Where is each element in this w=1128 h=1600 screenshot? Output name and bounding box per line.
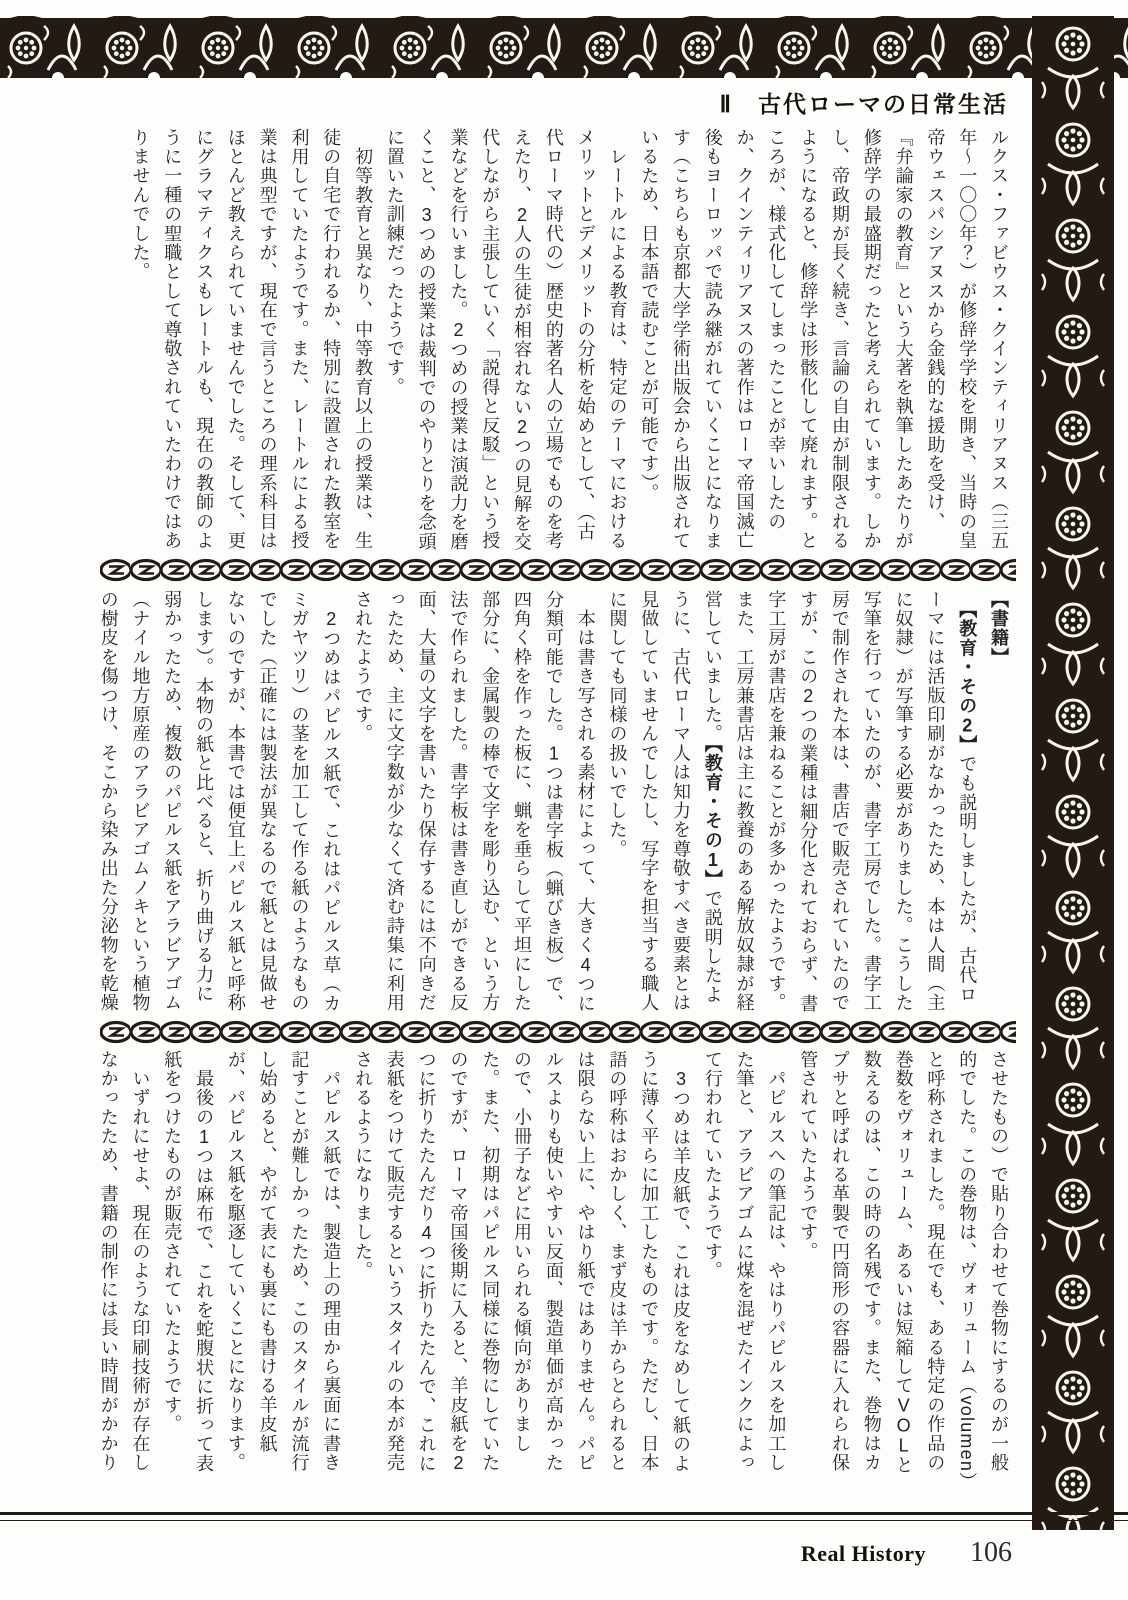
chapter-title: Ⅱ 古代ローマの日常生活 xyxy=(719,92,1008,117)
paragraph: パピルスへの筆記は、やはりパピルスを加工した筆と、アラビアゴムに煤を混ぜたインクによって行われていたようです。 xyxy=(702,1050,787,1473)
paragraph: 【教育・その2】でも説明しましたが、古代ローマには活版印刷がなかったため、本は人間（主に奴隷）が写筆する必要がありました。こうした写筆を行っていたのが、書字工房でした。書字工房で制作された本は、書店で販売されていたのですが、この2つの業種は細分化されておらず、書字工房が書店を兼ねることが多かったようです。また、工房兼書店は主に教養のある解放奴隷が経営していました。【教育・その1】で説明したように、古代ローマ人は知力を尊敬すべき要素とは見做していませんでしたし、写字を担当する職人に関しても同様の扱いでした。 xyxy=(607,590,978,1014)
paragraph: 本は書き写される素材によって、大きく4つに分類可能でした。1つは書字板（蝋びき板）で、四角く枠を作った板に、蝋を垂らして平坦にした部分に、金属製の棒で文字を彫り込む、という方法で作られました。書字板は書き直しができる反面、大量の文字を書いたり保存するには不向きだったため、主に文字数が少なくて済む詩集に利用されたようです。 xyxy=(353,590,596,1014)
ornamental-border-top xyxy=(0,16,1128,80)
section-heading: 【書籍】 xyxy=(989,590,1009,667)
paragraph: 2つめはパピルス紙で、これはパピルス草（カミガヤツリ）の茎を加工して作る紙のようなものでした（正確には製法が異なるので紙とは見做せないのですが、本書では便宜上パピルス紙と呼称します）。本物の紙と比べると、折り曲げる力に弱かったため、複数のパピルス紙をアラビアゴム（ナイル地方原産のアラビアゴムノキという植物の樹皮を傷つけ、そこから染み出た分泌物を乾燥 xyxy=(98,590,342,1014)
page-number: 106 xyxy=(970,1537,1012,1568)
paragraph: レートルによる教育は、特定のテーマにおけるメリットとデメリットの分析を始めとして、（古代ローマ時代の）歴史的著名人の立場でものを考えたり、2人の生徒が相容れない2つの見解を交代しながら主張していく「説得と反駁」という授業などを行いました。2つめの授業は演説力を磨くこと、3つめの授業は裁判でのやりとりを念頭に置いた訓練だったようです。 xyxy=(384,128,628,553)
paragraph: 3つめは羊皮紙で、これは皮をなめして紙のように薄く平らに加工したものです。ただし、日本語の呼称はおかしく、まず皮は羊からとられるとは限らない上に、やはり紙ではありません。パピルスよりも使いやすい反面、製造単価が高かったので、小冊子などに用いられる傾向がありました。また、初期はパピルス同様に巻物にしていたのですが、ローマ帝国後期に入ると、羊皮紙を2つに折りたたんだり4つに折りたたんで、これに表紙をつけて販売するというスタイルの本が発売されるようになりました。 xyxy=(353,1050,692,1474)
text-block-books xyxy=(98,590,1014,1018)
paragraph: 最後の1つは麻布で、これを蛇腹状に折って表紙をつけたものが販売されていたようです。 xyxy=(162,1050,215,1474)
text-block-education xyxy=(112,128,1014,556)
paragraph: ルクス・ファビウス・クインティリアヌス（三五年～一〇〇年？）が修辞学学校を開き、当時の皇帝ウェスパシアヌスから金銭的な援助を受け、『弁論家の教育』という大著を執筆したあたりが修辞学の最盛期だったと考えられています。しかし、帝政期が長く続き、言論の自由が制限されるようになると、修辞学は形骸化して廃れます。ところが、様式化してしまったことが幸いしたのか、クインティリアヌスの著作はローマ帝国滅亡後もヨーロッパで読み継がれていくことになります（こちらも京都大学学術出版会から出版されているため、日本語で読むことが可能です）。 xyxy=(639,128,1009,551)
paragraph: いずれにせよ、現在のような印刷技術が存在しなかったため、書籍の制作には長い時間がかかり xyxy=(98,1050,151,1473)
ornamental-border-right xyxy=(1030,16,1116,1530)
book-title: Real History xyxy=(800,1541,926,1566)
chain-divider xyxy=(100,557,1016,583)
paragraph: させたもの）で貼り合わせて巻物にするのが一般的でした。この巻物は、ヴォリューム（volumen）と呼称されました。現在でも、ある特定の作品の巻数をヴォリューム、あるいは短縮してVOLと数えるのは、この時の名残です。また、巻物はカプサと呼ばれる革製で円筒形の容器に入れられ保管されていたようです。 xyxy=(798,1050,1009,1483)
paragraph: パピルス紙では、製造上の理由から裏面に書き記すことが難しかったため、このスタイルが流行し始めると、やがて表にも裏にも書ける羊皮紙が、パピルス紙を駆逐していくことになります。 xyxy=(225,1050,342,1473)
text-block-scrolls xyxy=(98,1050,1014,1486)
page-footer xyxy=(801,1537,1012,1569)
footer-rule xyxy=(0,1512,1128,1521)
chain-divider xyxy=(100,1019,1016,1045)
paragraph: 初等教育と異なり、中等教育以上の授業は、生徒の自宅で行われるか、特別に設置された教室を利用していたようです。また、レートルによる授業は典型ですが、現在で言うところの理系科目はほとんど教えられていませんでした。そして、更にグラマティクスもレートルも、現在の教師のように一種の聖職として尊敬されていたわけではありませんでした。 xyxy=(130,128,374,551)
